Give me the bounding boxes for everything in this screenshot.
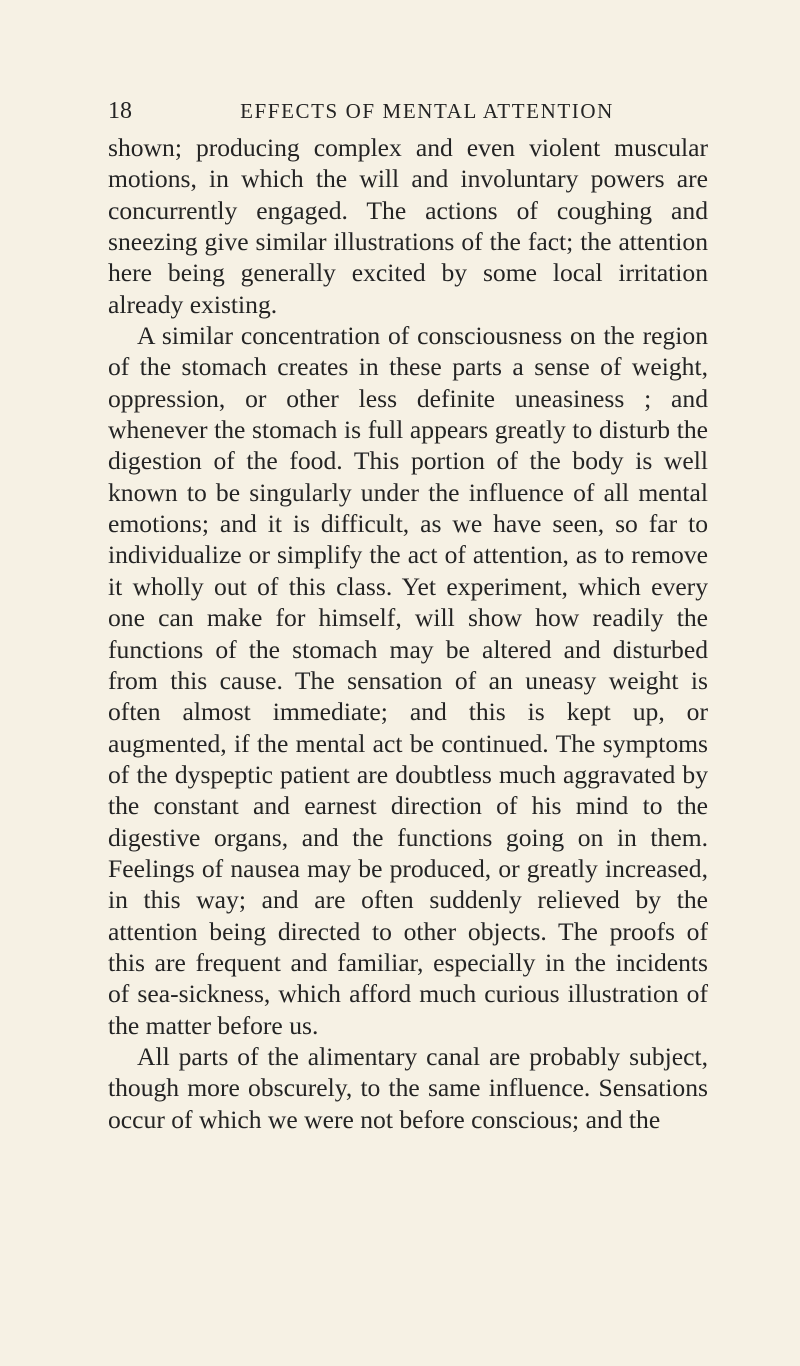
page-number: 18: [108, 98, 132, 124]
body-text: [108, 132, 708, 1135]
paragraph-alimentary-canal: All parts of the alimentary canal are probably subject, though more obscurely, to the same influence. Sensations occur of which we were not before conscious; and the: [108, 1041, 708, 1134]
paragraph-stomach: A similar concentration of consciousness on the region of the stomach creates in these parts a sense of weight, oppression, or other less definite uneasiness ; and whenever the stomach is full appears greatly to disturb the digestion of the food. This portion of the body is well known to be singularly under the influence of all mental emotions; and it is difficult, as we have seen, so far to individualize or simplify the act of attention, as to remove it wholly out of this class. Yet experiment, which every one can make for himself, will show how readily the functions of the stomach may be altered and disturbed from this cause. The sensation of an uneasy weight is often almost immediate; and this is kept up, or augmented, if the mental act be continued. The symptoms of the dyspeptic patient are doubtless much aggravated by the constant and earnest direction of his mind to the digestive organs, and the functions going on in them. Feelings of nausea may be produced, or greatly increased, in this way; and are often suddenly relieved by the attention being directed to other objects. The proofs of this are frequent and familiar, especially in the incidents of sea-sickness, which afford much curious illustration of the matter before us.: [108, 321, 708, 1040]
running-header: [108, 94, 708, 128]
paragraph-continued: shown; producing complex and even violent muscular motions, in which the will and involuntary powers are concurrently engaged. The actions of coughing and sneezing give similar illustrations of the fact; the attention here being generally excited by some local irritation already existing.: [108, 133, 708, 319]
running-title: EFFECTS OF MENTAL ATTENTION: [240, 99, 614, 123]
